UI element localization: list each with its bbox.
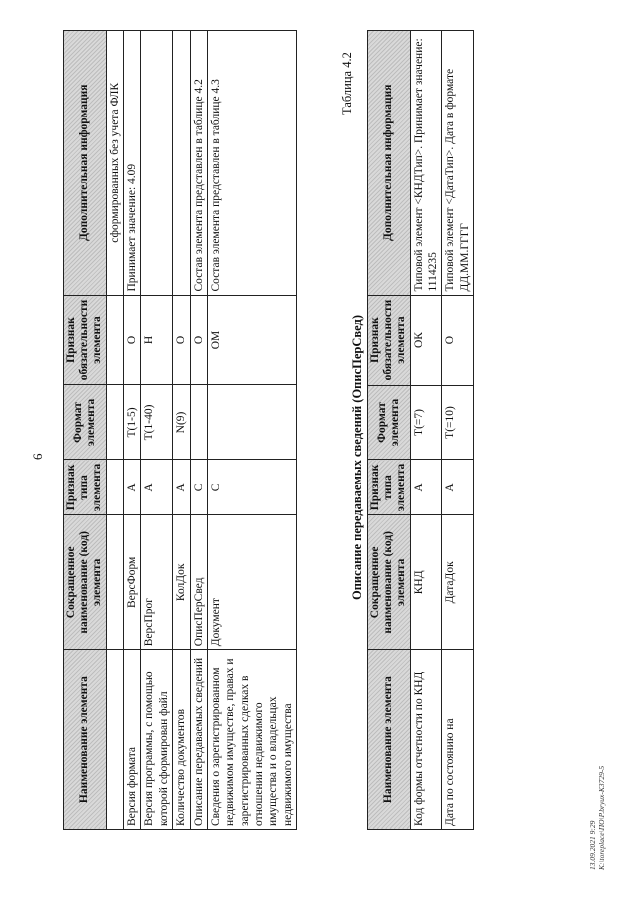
footer-date: 13.09.2021 9:29 [588, 820, 597, 870]
header-required: Признак обязательности элемента [64, 295, 107, 385]
footer-stamp [588, 766, 606, 870]
table-4-2-title: Описание передаваемых сведений (ОписПерСвед) [350, 314, 364, 600]
table-row: Код формы отчетности по КНД КНД А T(=7) ОК Типовой элемент <КНДТип>. Принимает значение: 1114235 [410, 31, 442, 830]
table-row: Версия программы, с помощью которой сформирован файл ВерсПрог А T(1-40) Н [141, 31, 173, 830]
table-row: Версия формата ВерсФорм А T(1-5) О Принимает значение: 4.09 [124, 31, 141, 830]
table-4-2 [367, 30, 474, 830]
header-name: Наименование элемента [64, 650, 107, 830]
header-code: Сокращенное наименование (код) элемента [64, 515, 107, 650]
table-row: Описание передаваемых сведений ОписПерСвед С О Состав элемента представлен в таблице 4.2 [190, 31, 207, 830]
header-info: Дополнительная информация [64, 31, 107, 296]
table-row: Сведения о зарегистрированном недвижимом имуществе, правах и зарегистрированных сделках в отношении недвижимого имущества и о владельцах недвижимого имущества Документ С ОМ Состав элемента представлен в таблице 4.3 [207, 31, 296, 830]
header-format: Формат элемента [64, 385, 107, 460]
table-4-2-label: Таблица 4.2 [340, 52, 354, 115]
table-header-row [64, 31, 107, 830]
rotated-page [20, 15, 620, 885]
table-row-carry [106, 31, 123, 830]
header-type: Признак типа элемента [64, 460, 107, 515]
table-row: Дата по состоянию на ДатаДок А T(=10) О Типовой элемент <ДатаТип>. Дата в формате ДД.ММ.ГГГГ [442, 31, 474, 830]
footer-path: К:\toreplace\ПО\Р.bryux-К3729-5 [597, 765, 606, 870]
table-header-row: Наименование элемента Сокращенное наименование (код) элемента Признак типа элемента Формат элемента Признак обязательности элемента Дополнительная информация [368, 31, 411, 830]
page-number: 6 [30, 453, 45, 460]
table-4-1 [63, 30, 297, 830]
table-row: Количество документов КолДок А N(9) О [173, 31, 190, 830]
carry-text: сформированных без учета ФЛК [106, 31, 123, 296]
